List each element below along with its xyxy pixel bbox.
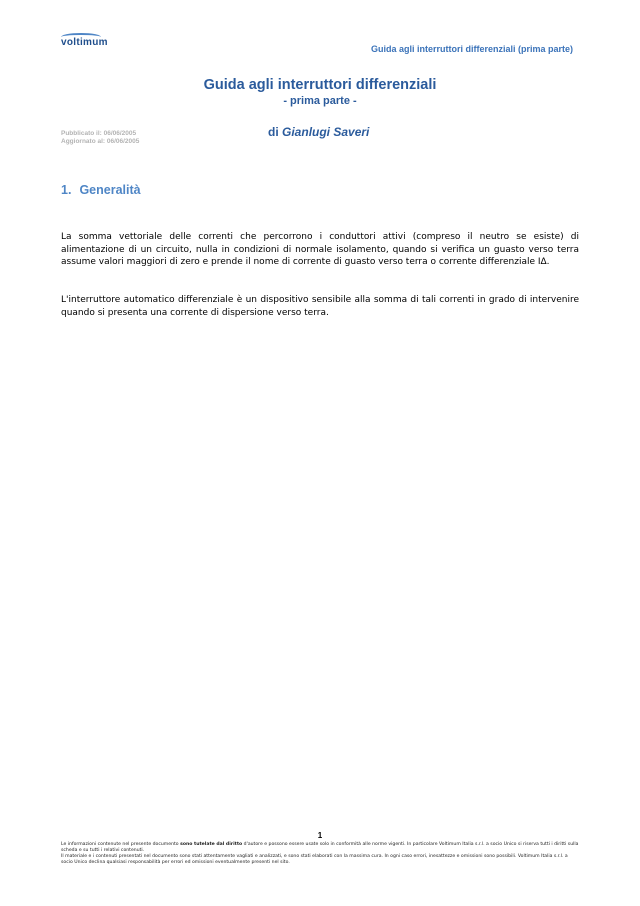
footer-line-1	[61, 842, 579, 854]
page-number: 1	[317, 831, 323, 840]
legal-footer	[61, 842, 579, 866]
footer-text: Le informazioni contenute nel presente documento	[61, 842, 181, 847]
footer-bold-text: sono tutelate dal diritto	[180, 842, 243, 847]
section-title: Generalità	[79, 183, 141, 197]
running-header-title: Guida agli interruttori differenziali (prima parte)	[370, 44, 573, 54]
document-subtitle: - prima parte -	[283, 95, 357, 107]
section-number: 1.	[61, 183, 72, 197]
publication-dates	[61, 130, 139, 146]
body-paragraph: La somma vettoriale delle correnti che percorrono i conduttori attivi (compreso il neutro se esiste) di alimentazione di un circuito, nulla in condizioni di normale isolamento, quando si verifica un guasto verso terra assume valori maggiori di zero e prende il nome di corrente di guasto verso terra o corrente differenziale IΔ.	[61, 232, 579, 267]
section-heading	[61, 183, 141, 197]
body-paragraph: L'interruttore automatico differenziale è un dispositivo sensibile alla somma di tali correnti in grado di intervenire quando si presenta una corrente di dispersione verso terra.	[61, 295, 579, 318]
document-title: Guida agli interruttori differenziali	[203, 77, 437, 93]
author-line	[268, 125, 369, 139]
logo-swoosh-icon	[61, 33, 101, 41]
voltimum-logo	[61, 37, 108, 48]
updated-date: Aggiornato al: 06/06/2005	[61, 138, 140, 145]
author-name: Gianlugi Saveri	[282, 125, 370, 139]
logo-text: voltimum	[61, 37, 108, 48]
footer-text: d'autore e possono essere usate solo in conformità alle norme vigenti. In particolare Voltimum Italia s.r.l. a socio Unico si riserva tutti i diritti sulla scheda e su tutti i relativi contenuti.	[61, 842, 579, 853]
author-prefix: di	[268, 125, 279, 139]
footer-line-2: Il materiale e i contenuti presentati nel documento sono stati attentamente vagliati e analizzati, e sono stati elaborati con la massima cura. In ogni caso errori, inesattezze e omissioni sono possibili. Voltimum Italia s.r.l. a socio Unico declina qualsiasi responsabilità per errori ed omissioni eventualmente presenti nel sito.	[61, 854, 568, 865]
published-date: Pubblicato il: 06/06/2005	[61, 130, 137, 137]
